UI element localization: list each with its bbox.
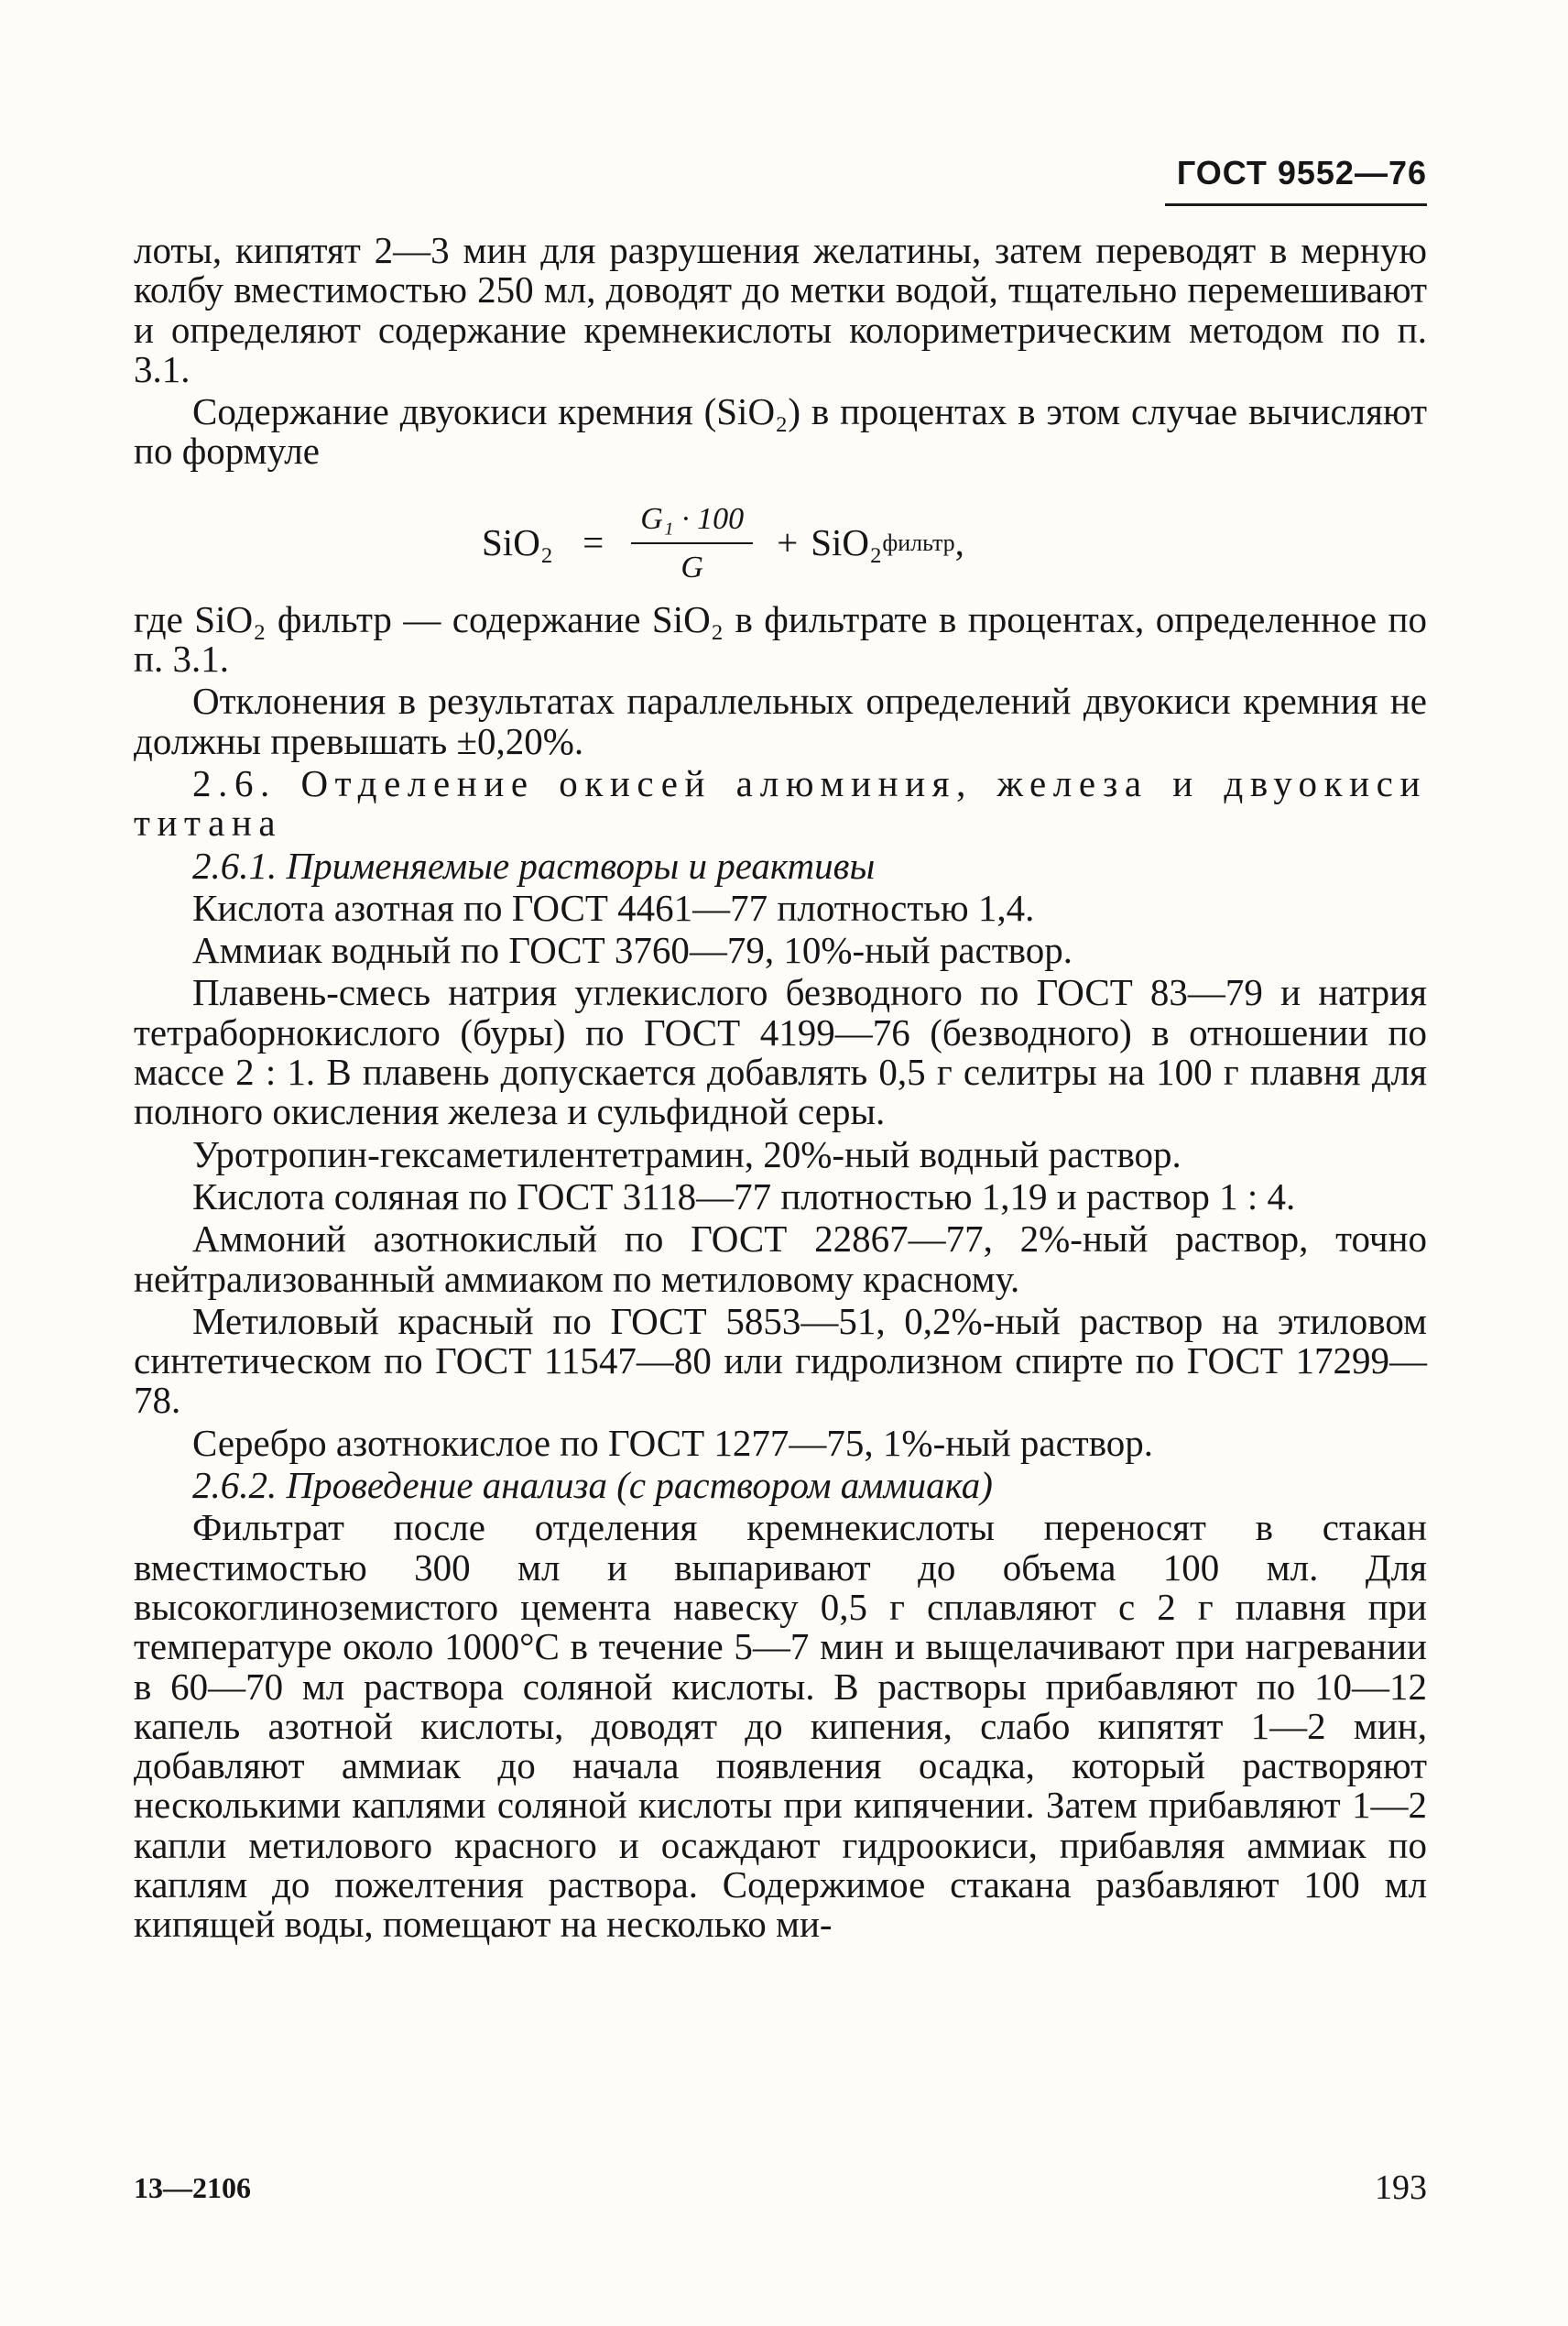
section-2-6-heading: 2.6. Отделение окисей алюминия, железа и двуокиси титана (134, 761, 1427, 845)
sio2-formula (134, 472, 1427, 600)
section-2-6-1-heading: 2.6.1. Применяемые растворы и реактивы (192, 844, 876, 887)
paragraph-formula-intro: Содержание двуокиси кремния (SiO₂) в процентах в этом случае вычисляют по формуле (134, 390, 1427, 473)
paragraph-definition: где SiO₂ фильтр — содержание SiO₂ в фильтрате в процентах, определенное по п. 3.1. (134, 597, 1427, 681)
header-rule (1165, 203, 1427, 206)
paragraph-continued: лоты, кипятят 2—3 мин для разрушения желатины, затем переводят в мерную колбу вместимостью 250 мл, доводят до метки водой, тщательно перемешивают и определяют содержание кремнекислоты колориметрическим методом по п. 3.1. (134, 229, 1427, 390)
reagent-ammonium-nitrate: Аммоний азотнокислый по ГОСТ 22867—77, 2%-ный раствор, точно нейтрализованный аммиаком по метиловому красному. (134, 1218, 1427, 1300)
page-number: 193 (1375, 2168, 1427, 2207)
reagent-urotropin: Уротропин-гексаметилентетрамин, 20%-ный водный раствор. (192, 1132, 1181, 1175)
reagent-silver-nitrate: Серебро азотнокислое по ГОСТ 1277—75, 1%-ный раствор. (192, 1421, 1154, 1464)
standard-header: ГОСТ 9552—76 (1176, 154, 1427, 191)
reagent-hydrochloric-acid: Кислота соляная по ГОСТ 3118—77 плотностью 1,19 и раствор 1 : 4. (192, 1174, 1296, 1218)
formula-numerator: G₁ · 100 (640, 501, 745, 536)
formula-plus: + (777, 521, 799, 564)
paragraph-analysis: Фильтрат после отделения кремнекислоты переносят в стакан вместимостью 300 мл и выпаривают до объема 100 мл. Для высокоглиноземистого цемента навеску 0,5 г сплавляют с 2 г плавня при температуре около 1000°С в течение 5—7 мин и выщелачивают при нагревании в 60—70 мл раствора соляной кислоты. В растворы прибавляют по 10—12 капель азотной кислоты, доводят до кипения, слабо кипятят 1—2 мин, добавляют аммиак до начала появления осадка, который растворяют несколькими каплями соляной кислоты при кипячении. Затем прибавляют 1—2 капли метилового красного и осаждают гидроокиси, прибавляя аммиак по каплям до пожелтения раствора. Содержимое стакана разбавляют 100 мл кипящей воды, помещают на несколько ми- (134, 1506, 1427, 1946)
formula-rhs-subscript: фильтр (882, 530, 955, 557)
reagent-methyl-red: Метиловый красный по ГОСТ 5853—51, 0,2%-ный раствор на этиловом синтетическом по ГОСТ 11547—80 или гидролизном спирте по ГОСТ 17299—78. (134, 1299, 1427, 1422)
section-2-6-2-heading: 2.6.2. Проведение анализа (с раствором аммиака) (192, 1464, 993, 1507)
reagent-nitric-acid: Кислота азотная по ГОСТ 4461—77 плотностью 1,4. (192, 886, 1035, 929)
footer-signature: 13—2106 (134, 2171, 251, 2204)
reagent-flux: Плавень-смесь натрия углекислого безводного по ГОСТ 83—79 и натрия тетраборнокислого (буры) по ГОСТ 4199—76 (безводного) в отношении по массе 2 : 1. В плавень допускается добавлять 0,5 г селитры на 100 г плавня для полного окисления железа и сульфидной серы. (134, 971, 1427, 1133)
formula-rhs: SiO₂ (811, 521, 883, 564)
formula-tail: , (954, 521, 964, 564)
formula-fraction (631, 499, 753, 588)
formula-denominator: G (681, 551, 703, 585)
formula-equals: = (583, 521, 604, 564)
fraction-bar (631, 542, 753, 544)
formula-lhs: SiO₂ (482, 521, 554, 564)
body-text (134, 231, 1427, 1945)
paragraph-deviation: Отклонения в результатах параллельных определений двуокиси кремния не должны превышать ±0,20%. (134, 680, 1427, 762)
reagent-ammonia: Аммиак водный по ГОСТ 3760—79, 10%-ный раствор. (192, 929, 1073, 972)
